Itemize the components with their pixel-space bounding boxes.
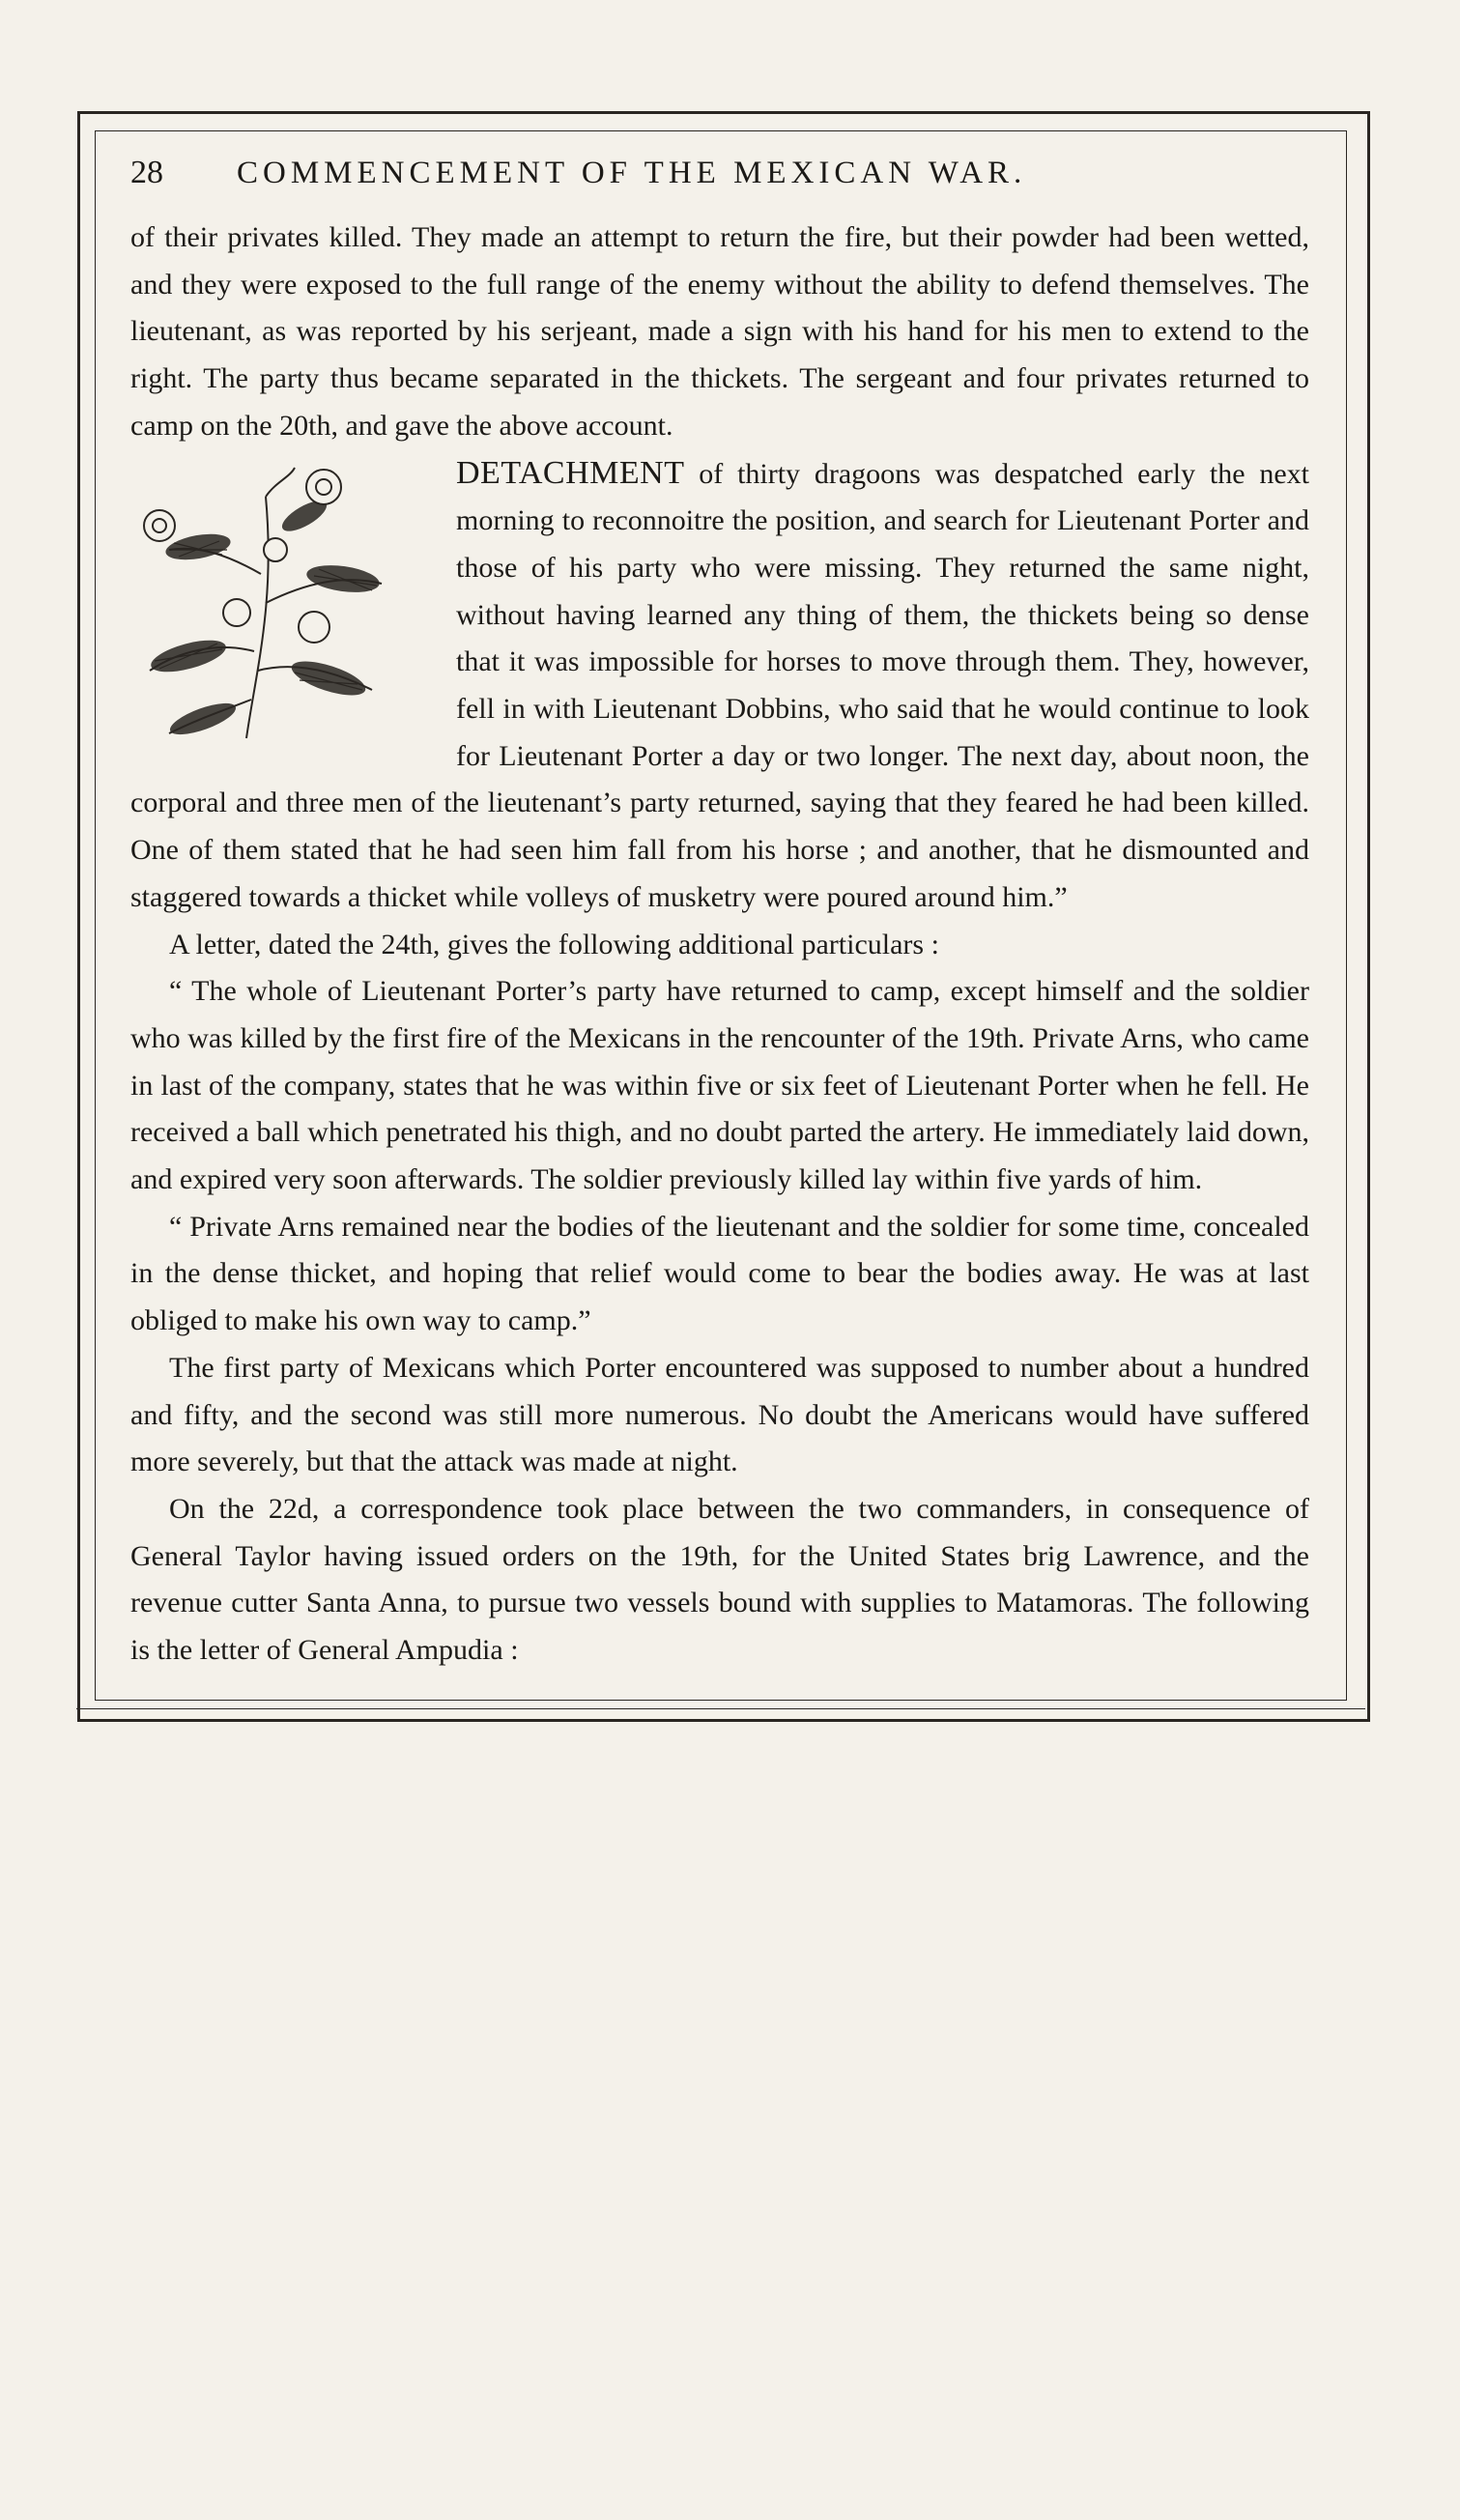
paragraph-5: “ Private Arns remained near the bodies of the lieutenant and the soldier for some time, concealed in the dense thicket, and hoping that relief would come to bear the bodies away. He was at last obliged to make his own way to camp.” (130, 1210, 1309, 1337)
running-title: COMMENCEMENT OF THE MEXICAN WAR. (237, 156, 1027, 190)
lead-word: DETACHMENT (456, 454, 685, 491)
paragraph-6: The first party of Mexicans which Porter encountered was supposed to number about a hundred and fifty, and the second was still more numerous. No doubt the Americans would have suffered more severely, but that the attack was made at night. (130, 1351, 1309, 1478)
botanical-ornament-illustration (130, 458, 435, 748)
paragraph-4: “ The whole of Lieutenant Porter’s party have returned to camp, except himself and the soldier who was killed by the first fire of the Mexicans in the rencounter of the 19th. Private Arns, who came in last of the company, states that he was within five or six feet of Lieutenant Porter when he fell. He received a ball which penetrated his thigh, and no doubt parted the artery. He immediately laid down, and expired very soon afterwards. The soldier previously killed lay within five yards of him. (130, 975, 1309, 1196)
paragraph-3: A letter, dated the 24th, gives the following additional particulars : (169, 928, 939, 960)
paragraph-2-text: of thirty dragoons was despatched early the next morning to reconnoitre the position, and search for Lieutenant Porter and those of his party who were missing. They returned the same night, without having learned any thing of them, the thickets being so dense that it was impossible for horses to move through them. They, however, fell in with Lieutenant Dobbins, who said that he would continue to look for Lieutenant Porter a day or two longer. The next day, about noon, the corporal and three men of the lieutenant’s party returned, saying that they feared he had been killed. One of them stated that he had seen him fall from his horse ; and another, that he dismounted and staggered towards a thicket while volleys of musketry were poured around him.” (130, 457, 1309, 913)
body-text (130, 215, 1309, 1675)
ornamented-paragraph (130, 450, 1309, 922)
paragraph-7: On the 22d, a correspondence took place between the two commanders, in consequence of General Taylor having issued orders on the 19th, for the United States brig Lawrence, and the revenue cutter Santa Anna, to pursue two vessels bound with supplies to Matamoras. The following is the letter of General Ampudia : (130, 1492, 1309, 1667)
page-number: 28 (130, 155, 163, 190)
page-content (130, 155, 1309, 1675)
paragraph-1: of their privates killed. They made an attempt to return the fire, but their powder had been wetted, and they were exposed to the full range of the enemy without the ability to defend themselves. The lieutenant, as was reported by his serjeant, made a sign with his hand for his men to extend to the right. The party thus became separated in the thickets. The sergeant and four privates returned to camp on the 20th, and gave the above account. (130, 221, 1309, 442)
running-head (130, 155, 1309, 205)
